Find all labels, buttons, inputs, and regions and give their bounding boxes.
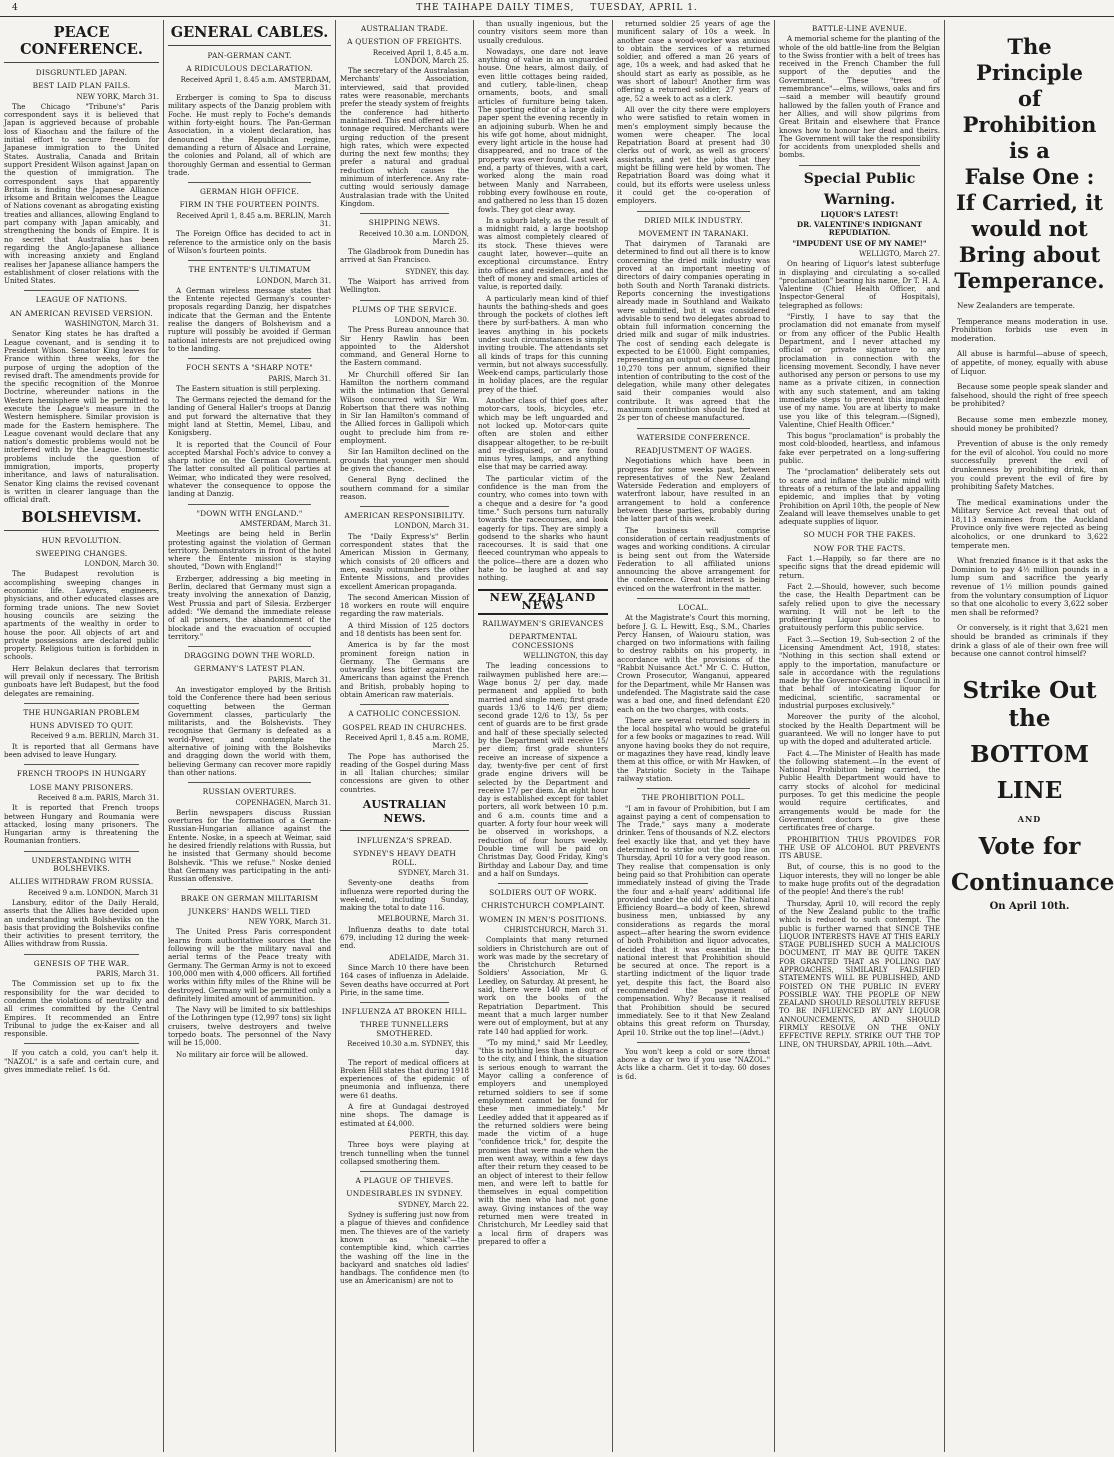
dateline: PARIS, March 31. <box>96 970 159 979</box>
article-subhead: BATTLE-LINE AVENUE. <box>811 24 908 33</box>
article-paragraph: A memorial scheme for the planting of the whole of the old battle-line from the Belgian to the Swiss frontier with a belt of trees has received in the French Chamber the full support of the deputies and the Government. These "trees of remembrance"—elms, willows, oaks and firs—said a member will beautify ground hallowed by the fallen youth of France and her Allies, and will show pilgrims from Great Britain and elsewhere that France knows how to honour her dead and theirs. The Government will take the responsibility for accidents from unexploded shells and bombs. <box>779 34 940 160</box>
article-subhead: READJUSTMENT OF WAGES. <box>634 445 753 455</box>
dateline: SYDNEY, March 22. <box>398 1200 469 1209</box>
divider <box>498 883 588 884</box>
divider <box>24 851 139 852</box>
dateline: SYDNEY, March 31. <box>398 868 469 877</box>
advert-body <box>951 302 1108 659</box>
article-subhead: PAN-GERMAN CANT. <box>207 51 292 60</box>
dateline: NEW YORK, March 31. <box>76 92 159 101</box>
divider <box>24 703 139 704</box>
article-paragraph: Thursday, April 10, will record the reply of the New Zealand public to the traffic which is reduced to such contempt. The public is further warned that SINCE THE LIQUOR INTERESTS HAVE AT THIS EARLY STAGE PUBLISHED SUCH A MALICIOUS DOCUMENT, IT MAY BE QUITE TAKEN FOR GRANTED THAT AS POLLING DAY APPROACHES, SIMILARLY FALSIFIED STATEMENTS WILL BE PUBLISHED, AND FOISTED ON THE PUBLIC IN EVERY POSSIBLE WAY. THE PEOPLE OF NEW ZEALAND SHOULD RESOLUTELY REFUSE TO BE INFLUENCED BY ANY LIQUOR ANNOUNCEMENTS, AND SHOULD FIRMLY RESOLVE ON THE ONLY EFFECTIVE REPLY. STRIKE OUT THE TOP LINE, ON THURSDAY, APRIL 10th.—Advt. <box>779 898 940 1049</box>
article-paragraph: Three boys were playing at trench tunnelling when the tunnel collapsed smothering them. <box>340 1140 469 1166</box>
article-paragraph: The Budapest revolution is accomplishing sweeping changes in economic life. Lawyers, engineers, physicians, and other educated classes are forming trade unions. The new Soviet housing councils are seizing the apartments of the wealthy in order to house the poor. All objects of art and private possessions are declared public property. Religious tuition is forbidden in schools. <box>4 569 159 662</box>
advert-paragraph: Temperance means moderation in use. Prohibition forbids use even in moderation. <box>951 316 1108 343</box>
article-paragraph: The secretary of the Australasian Merchants' Association, interviewed, said that provided rates were reasonable, merchants prefer the steady system of freights the conference had hitherto maintained. This end offered all the tonnage required. Merchants were urging reduction of the present high rates, which were expected during the next few months; they prefer a natural and gradual reduction which causes the minimum of interference. Any rate-cutting would seriously damage Australasian trade with the United Kingdom. <box>340 66 469 208</box>
advert-paragraph: Because some people speak slander and falsehood, should the right of free speech be prohibited? <box>951 382 1108 409</box>
column-1 <box>0 20 163 1452</box>
article-paragraph: The Pope has authorised the reading of the Gospel during Mass in all Italian churches; similar concessions are given to other countries. <box>340 751 469 794</box>
article-subhead: THE PROHIBITION POLL. <box>641 793 746 803</box>
divider <box>360 300 449 301</box>
australian-news-heading: AUSTRALIAN NEWS. <box>340 798 469 831</box>
article-paragraph: It is reported that all Germans have been advised to leave Hungary. <box>4 741 159 760</box>
divider <box>188 889 311 890</box>
article-paragraph: At the Magistrate's Court this morning, before J. G. L. Hewitt, Esq., S.M., Charles Percy Hansen, of Waiouru station, was charged on two informations with failing to destroy rabbits on his property, in accordance with the provisions of the "Rabbit Nuisance Act." Mr C. C. Hutton, Crown Prosecutor, Wanganui, appeared for the Department, while Mr Hansen was undefended. The Magistrate said the case was a bad one, and fined defendant £20 each on the two charges, with costs. <box>617 613 770 714</box>
advert-headline: Temperance. <box>954 268 1105 293</box>
divider <box>24 290 139 291</box>
article-subhead: GENESIS OF THE WAR. <box>33 958 130 968</box>
advert-headline: If Carried, it <box>956 190 1103 215</box>
article-subhead: LOCAL. <box>678 603 709 612</box>
article-paragraph: Influenza deaths to date total 679, including 12 during the week-end. <box>340 924 469 951</box>
article-paragraph: Fact 4.—The Minister of Health has made the following statement.—In the event of National Prohibition being carried, the Public Health Department would have to carry stocks of alcohol for medicinal purposes. To get this medicine the people would require certificates, and arrangements would be made for the Government doctors to give these certificates free of charge. <box>779 748 940 833</box>
article-subhead: FRENCH TROOPS IN HUNGARY <box>16 769 147 779</box>
dateline: Received April 1, 8.45 a.m. AMSTERDAM, March 31. <box>180 75 331 92</box>
article-paragraph: returned soldier 25 years of age the munificent salary of 10s a week. In another case a wood-worker was anxious to obtain the services of a returned soldier, and offered a man 26 years of age, 10s a week, and had asked that he should start as early as possible, as he was short of labour! Another firm was offering a returned soldier, 27 years of age, 52 a week to act as a clerk. <box>617 20 770 103</box>
article-subhead: AMERICAN RESPONSIBILITY. <box>344 511 465 521</box>
article-subhead: ALLIES WITHDRAW FROM RUSSIA. <box>9 877 154 887</box>
article-paragraph: "To my mind," said Mr Leedley, "this is nothing less than a disgrace to the city, and I think, the situation is serious enough to warrant the Mayor calling a conference of employers and unemployed returned soldiers to see if some employment cannot be found for these men immediately." Mr Leedley added that it appeared as if the returned soldiers were being made the victim of a huge "confidence trick," for, despite the promises that were made when the men went away, within a few days after their return they ceased to be an object of interest to their fellow men, and were left to battle for themselves in equal competition with the men who had not gone away. Giving instances of the way returned men were treated in Christchurch, Mr Leedley said that a local firm of drapers was prepared to offer a <box>478 1037 608 1246</box>
article-paragraph: The Chicago "Tribune's" Paris correspondent says it is believed that Japan is aggrieved because of probable loss of Kiaochau and the failure of the initial effort to secure freedom for Japanese immigration to the United States. Australia, Canada and Britain support President Wilson against Japan on the question of immigration. The correspondent says that apparently Britain is finding the Japanese Alliance irksome and Britain welcomes the League of Nations covenant as abrogating existing treaties and alliances, allowing England to part company with Japan amicably, and strengthening the bonds of Empire. It is no secret that Australia has been regarding the Anglo-Japanese alliance with increasing anxiety and England realises her Japanese alliance hampers the establishment of closer relations with the United States. <box>4 101 159 286</box>
article-subhead: UNDESIRABLES IN SYDNEY. <box>346 1189 463 1199</box>
advert-slogan: LINE <box>996 776 1063 804</box>
article-paragraph: The "Daily Express's" Berlin correspondent states that the American Mission in Germany, which consists of 20 officers and men, easily outnumbers the other Entente Missions, and provides excellent American propaganda. <box>340 531 469 591</box>
dateline: LONDON, March 31. <box>394 522 469 531</box>
article-subhead: WOMEN IN MEN'S POSITIONS. <box>479 914 607 924</box>
article-paragraph: Nowadays, one dare not leave anything of value in an unguarded house. One hears, almost daily, of even little cottages being raided, and cutlery, table-linen, cheap ornaments, boots, and small articles of furniture being taken. The sporting editor of a large daily paper spent the evening recently in an adjoining suburb. When he and his wife got home, about midnight, every light article in the house had disappeared, and no trace of the property was ever found. Last week end, a party of thieves, with a cart, worked along the main road between Manly and Narrabeen, robbing every fowlhouse en route, and gathered no less than 15 dozen fowls. They got clear away. <box>478 46 608 214</box>
divider <box>360 704 449 705</box>
article-paragraph: It is reported that the Council of Four accepted Marshal Foch's advice to convey a sharp notice on the German Government. The latter consulted all political parties at Weimar, who indicated they were resolved, whatever the consequence to oppose the landing at Danzig. <box>168 439 331 499</box>
dateline: Received 10.30 a.m. SYDNEY, this day. <box>347 1039 469 1057</box>
article-subhead: SWEEPING CHANGES. <box>35 548 128 558</box>
article-subhead: SHIPPING NEWS. <box>368 218 441 228</box>
article-paragraph: Negotiations which have been in progress for some weeks past, between representatives of the New Zealand Waterside Federation and employers of waterfront labour, have resulted in an arrangement to hold a conference between these parties, probably during the latter part of this week. <box>617 456 770 524</box>
article-paragraph: The business will comprise consideration of certain readjustments of wages and working conditions. A circular is being sent out from the Waterside Federation to all affiliated unions announcing the above arrangement for the conference. Great interest is being evinced on the waterfront in the matter. <box>617 525 770 593</box>
divider <box>188 782 311 783</box>
dateline: CHRISTCHURCH, March 31. <box>504 925 608 934</box>
nazol-advert: If you catch a cold, you can't help it. "NAZOL" is a safe and certain cure, and gives immediate relief. 1s 6d. <box>4 1048 159 1074</box>
article-subhead: RAILWAYMEN'S GRIEVANCES <box>482 619 604 629</box>
issue-date: TUESDAY, APRIL 1. <box>590 3 698 13</box>
divider <box>637 211 750 212</box>
article-paragraph: Moreover the purity of the alcohol, stocked by the Health Department will be guaranteed. We will no longer have to put up with the doped and adulterated article. <box>779 712 940 747</box>
dateline: PERTH, this day. <box>409 1130 469 1139</box>
article-paragraph: than usually ingenious, but the country visitors seem more than usually credulous. <box>478 20 608 45</box>
article-subhead: BEST LAID PLAN FAILS. <box>32 81 131 91</box>
article-subhead: FOCH SENTS A "SHARP NOTE" <box>186 363 313 373</box>
dateline: Received April 1, 8.45 a.m. ROME, March 25. <box>345 733 469 751</box>
dateline: WASHINGTON, March 31. <box>64 320 159 329</box>
advert-slogan: Strike Out the <box>962 676 1097 732</box>
article-subhead: HUN REVOLUTION. <box>41 535 122 545</box>
article-subhead: A CATHOLIC CONCESSION. <box>348 709 461 719</box>
article-paragraph: The Germans rejected the demand for the landing of General Haller's troops at Danzig and put forward the alternative that they might land at Stettin, Memel, Libau, and Konigsberg. <box>168 395 331 438</box>
article-subhead: DRIED MILK INDUSTRY. <box>644 215 743 225</box>
article-paragraph: Fact 3.—Section 19, Sub-section 2 of the Licensing Amendment Act, 1918, states: "Nothing in this section shall extend or apply to the importation, manufacture or sale in accordance with the regulations made by the Governor-General in Council in that behalf of intoxicating liquor for medicinal, scientific, sacramental or industrial purposes exclusively." <box>779 634 940 711</box>
article-subhead: THE HUNGARIAN PROBLEM <box>23 707 140 717</box>
advert-headline: Prohibition <box>962 112 1097 137</box>
warning-ad-title: Special Public <box>803 170 916 187</box>
article-paragraph: The particular victim of the confidence is the man from the country, who comes into town with a cheque and a desire for "a good time." Such persons turn naturally towards the racecourses, and look eagerly for tips. They are simply a godsend to the sharks who haunt racecourses. It is said that one fleeced countryman who appeals to the police—there are a dozen who hate to be laughed at and say nothing. <box>478 473 608 583</box>
divider <box>637 598 750 599</box>
peace-conference-heading: PEACE CONFERENCE. <box>4 24 159 63</box>
article-subhead: THREE TUNNELLERS SMOTHERED. <box>360 1020 449 1038</box>
advert-headline: of <box>1017 86 1042 111</box>
divider <box>188 358 311 359</box>
divider <box>799 165 920 166</box>
dateline: LONDON, March 30. <box>84 560 159 569</box>
new-zealand-news-banner: NEW ZEALAND NEWS <box>478 589 608 616</box>
article-paragraph: The Waiport has arrived from Wellington. <box>340 277 469 295</box>
article-paragraph: Erzberger is coming to Spa to discuss military aspects of the Danzig problem with Foche. He must reply to Foche's demands within forty-eight hours. The Pan-German Association, in a violent declaration, has denounced the Republican regime, demanding a return of Alsace and Lorraine, the colonies and Poland, all of which are thoroughly German and essential to German trade. <box>168 93 331 177</box>
article-paragraph: The Gladbrook from Dunedin has arrived at San Francisco. <box>340 247 469 265</box>
divider <box>24 1043 139 1044</box>
article-paragraph: Sydney is suffering just now from a plague of thieves and confidence men. The thieves are of the variety known as "sneak"—the contemptible kind, which carries the washing off the line in the backyard and snatches old ladies' handbags. The confidence men (to use an Americanism) are not to <box>340 1210 469 1286</box>
article-subhead: DISGRUNTLED JAPAN. <box>35 68 128 77</box>
warning-ad-title: Warning. <box>823 191 896 208</box>
article-paragraph: An investigator employed by the British told the Conference there had been serious coquetting between the German Government classes, particularly the militarists, and the Bolshevists. They recognise that Germany is defeated as a world-Power, and contemplate the alternative of joining with the Bolsheviks and dragging down the world with them, believing Germany can recover more rapidly than other nations. <box>168 685 331 777</box>
article-paragraph: Another class of thief goes after motor-cars, tools, bicycles, etc., which may be left unguarded and not locked up. Motor-cars quite often are stolen and either disappear altogether, to be re-built and re-disguised, or are found minus tyres, lamps, and anything else that may be carried away. <box>478 396 608 472</box>
dateline: Received April 1, 8.45 a.m. LONDON, March 25. <box>372 48 469 65</box>
dateline: Received April 1, 8.45 a.m. BERLIN, March 31. <box>176 211 331 229</box>
advert-paragraph: All abuse is harmful—abuse of speech, of appetite, of money, equally with abuse of Liquor. <box>951 349 1108 376</box>
page-number: 4 <box>12 3 19 13</box>
article-paragraph: The report of medical officers at Broken Hill states that during 1918 experiences of the epidemic of pneumonia and influenza, there were 61 deaths. <box>340 1057 469 1100</box>
article-paragraph: Seventy-one deaths from influenza were reported during the week-end, including Sunday, making the total to date 116. <box>340 878 469 913</box>
article-subhead: SO MUCH FOR THE FAKES. <box>803 530 916 540</box>
article-paragraph: "Firstly, I have to say that the proclamation did not emanate from myself or from any officer of the Public Health Department, and I never attached my official or private signature to any proclamation in connection with the licensing movement. Secondly, I have never authorised any person or persons to use my name as a private citizen, in connection with any such statement, and am taking immediate steps to prevent this impudent use of my name. You are at liberty to make use you like of this telegram.—(Signed), Valentine, Chief Health Officer." <box>779 312 940 429</box>
article-paragraph: That dairymen of Taranaki are determined to find out all there is to know concerning the dried milk industry was proved at an important meeting of directors of dairy companies operating in both South and North Taranaki districts. Reports concerning the investigations already made in Southland and Waikato were submitted, but it was considered advisable to send two delegates abroad to obtain full information concerning the dried milk and sugar of milk industries. The cost of sending each delegate is expected to be £1000. Eight companies, representing an output of cheese totalling 10,270 tons per annum, signified their intention of contributing to the cost of the delegation, while many other delegates said their companies would also contribute. It was agreed that the maximum contribution should be fixed at 2s per ton of cheese manufactured. <box>617 239 770 423</box>
warning-ad-subhead: LIQUOR'S LATEST! <box>820 209 899 219</box>
article-subhead: DEPARTMENTAL CONCESSIONS <box>509 632 577 650</box>
article-subhead: INFLUENZA'S SPREAD. <box>356 836 453 846</box>
advert-date: On April 10th. <box>989 901 1070 913</box>
article-paragraph: But, of course, this is no good to the Liquor interests, they will no longer be able to make huge profits out of the degradation of the people! And there's the rub! <box>779 862 940 897</box>
article-subhead: NOW FOR THE FACTS. <box>813 543 906 553</box>
article-paragraph: All over the city there were employers who were satisfied to retain women in men's employment simply because the women were cheaper. The local Repatriation Board at present had 30 clerks out of work, as well as grocers' assistants, and yet the jobs that they might be filling were held by women. The Repatriation Board was doing what it could, but its efforts were useless unless it could get the co-operation of employers. <box>617 104 770 206</box>
article-paragraph: Lansbury, editor of the Daily Herald, asserts that the Allies have decided upon an understanding with Bolsheviks on the basis that providing the Bolsheviks confine their activities to present territory, the Allies withdraw from Russia. <box>4 897 159 949</box>
article-subhead: AUSTRALIAN TRADE. <box>360 24 449 33</box>
advert-headline: The Principle <box>976 34 1083 85</box>
article-subhead: THE ENTENTE'S ULTIMATUM <box>188 265 311 275</box>
article-subhead: JUNKERS' HANDS WELL TIED <box>188 906 311 916</box>
article-subhead: INFLUENZA AT BROKEN HILL. <box>341 1007 468 1017</box>
article-paragraph: A third Mission of 125 doctors and 18 dentists has been sent for. <box>340 620 469 638</box>
dateline: Received 8 a.m. PARIS, March 31. <box>37 793 159 802</box>
article-paragraph: Berlin newspapers discuss Russian overtures for the formation of a German-Russian-Hungarian alliance against the Entente. Noske, in a speech at Weimar, said he desired friendly relations with Russia, but he insisted that Germany should become Bolshevik. "This we refuse." Noske denied that Germany was participating in the anti-Russian offensive. <box>168 807 331 884</box>
advert-headline: is a <box>1009 138 1050 163</box>
article-paragraph: The Press Bureau announce that Sir Henry Rawlin has been appointed to the Aldershot command, and General Horne to the Eastern command. <box>340 325 469 368</box>
article-paragraph: The "proclamation" deliberately sets out to scare and inflame the public mind with threats of a return of the late and appalling epidemic, and implies that by voting Prohibition on April 10th, the people of New Zealand will leave themselves unable to get adequate supplies of liquor. <box>779 467 940 527</box>
warning-ad-subhead: "IMPUDENT USE OF MY NAME!" <box>792 238 927 248</box>
divider <box>24 764 139 765</box>
article-paragraph: Meetings are being held in Berlin protesting against the violation of German territory. Demonstrators in front of the hotel where the Entente mission is staying shouted, "Down with England!" <box>168 529 331 572</box>
advert-headline: Bring about <box>958 242 1101 267</box>
article-paragraph: The Commission set up to fix the responsibility for the war decided to condemn the violations of neutrality and all crimes committed by the Central Empires. It recommended an Entre Tribunal to judge the ex-Kaiser and all responsible. <box>4 979 159 1039</box>
article-paragraph: The United Press Paris correspondent learns from authoritative sources that the following will be the military naval and aerial terms of the Peace treaty with Germany. The German Army is not to exceed 100,000 men with 4,000 officers. All fortified works within fifty miles of the Rhine will be destroyed. Germany will be permitted only a definitely limited amount of ammunition. <box>168 927 331 1003</box>
paper-title: THE TAIHAPE DAILY TIMES, <box>416 3 575 13</box>
nazol-advert: You won't keep a cold or sore throat above a day or two if you use "NAZOL." Acts like a charm. Get it to-day. 60 doses is 6d. <box>617 1046 770 1081</box>
article-paragraph: This bogus "proclamation" is probably the most cold-blooded, heartless, and infamous fake ever perpetrated on a long-suffering public. <box>779 431 940 466</box>
advert-paragraph: Because some men embezzle money, should money be prohibited? <box>951 414 1108 433</box>
article-paragraph: The Eastern situation is still perplexing. <box>176 383 321 393</box>
divider <box>188 646 311 647</box>
column-5 <box>612 20 774 1452</box>
article-paragraph: No military air force will be allowed. <box>176 1049 309 1059</box>
general-cables-heading: GENERAL CABLES. <box>168 24 331 46</box>
article-paragraph: The Navy will be limited to six battleships of the Lothringen type (12,997 tons) six light cruisers, twelve destroyers and twelve torpedo boats. The personnel of the Navy will be 15,000. <box>168 1005 331 1048</box>
dateline: WELLINGTON, this day <box>523 652 608 661</box>
article-paragraph: Mr Churchill offered Sir Ian Hamilton the northern command with the intimation that General Wilson concurred with Sir Wm. Robertson that there was nothing in Sir Ian Hamilton's command of the Allied forces in Gallipoli which ought to preclude him from re-employment. <box>340 369 469 446</box>
divider <box>188 260 311 261</box>
article-paragraph: A particularly mean kind of thief haunts the bathing-sheds and goes through the pockets of clothes left there by surf-bathers. A man who leaves anything in his pockets under such circumstances is simply inviting trouble. The attendants set all kinds of traps for this cunning vermin, but not always successfully. Week-end camps, particularly those in holiday places, are the regular prey of the thief. <box>478 293 608 394</box>
divider <box>360 1171 449 1172</box>
advert-slogan: Vote for <box>978 833 1081 861</box>
article-subhead: A RIDICULOUS DECLARATION. <box>186 64 313 74</box>
article-subhead: GERMAN HIGH OFFICE. <box>199 187 300 197</box>
article-subhead: HUNS ADVISED TO QUIT. <box>29 721 134 731</box>
divider <box>637 428 750 429</box>
divider <box>188 504 311 505</box>
article-paragraph: Herr Belakun declares that terrorism will prevail only if necessary. The British gunboats have left Budapest, but the food delegates are remaining. <box>4 663 159 698</box>
dateline: ADELAIDE, March 31. <box>389 953 469 962</box>
column-6 <box>774 20 944 1452</box>
article-subhead: DRAGGING DOWN THE WORLD. <box>184 651 315 661</box>
dateline: WELLIGTO, March 27. <box>859 249 940 258</box>
divider <box>24 954 139 955</box>
advert-paragraph: Or conversely, is it right that 3,621 men should be branded as criminals if they drink a glass of ale of their own free will because one cannot control himself? <box>951 623 1108 659</box>
warning-ad-subhead: DR. VALENTINE'S INDIGNANT REPUDIATION. <box>796 220 923 238</box>
divider <box>360 1002 449 1003</box>
article-subhead: LEAGUE OF NATIONS. <box>35 295 128 305</box>
article-paragraph: Sir Ian Hamilton declined on the grounds that younger men should be given the chance. <box>340 447 469 473</box>
advert-slogan: BOTTOM <box>970 740 1089 768</box>
divider <box>637 1042 750 1043</box>
article-subhead: LOSE MANY PRISONERS. <box>29 782 134 792</box>
masthead <box>0 0 1114 17</box>
article-subhead: UNDERSTANDING WITH BOLSHEVIKS. <box>31 855 132 874</box>
article-subhead: MOVEMENT IN TARANAKI. <box>638 228 749 238</box>
divider <box>360 506 449 507</box>
article-paragraph: The leading concessions to railwaymen published here are:—Wage bonus 2/ per day, made permanent and applied to both married and single men; first grade guards 13/6 to 14/6 per diem; second grade 12/6 to 13/, 5s per cent of guards are to be first grade and half of these specially selected by the Department will receive 15/ per diem; first grade shunters receive an increase of sixpence a day, twenty-five per cent of first grade engine drivers will be selected by the Department and receive 17/ per diem. An eight hour day is established except for tablet porters, all work between 10 p.m. and 6 a.m. counts time and a quarter. A forty four hour week will be observed in workshops, a reduction of four hours weekly. Double time will be paid on Christmas Day, Good Friday, King's Birthday and Labour Day, and time and a half on Sundays. <box>478 661 608 878</box>
article-paragraph: Complaints that many returned soldiers in Christchurch are out of work was made by the secretary of the Christchurch Returned Soldiers' Association, Mr G. Leedley, on Saturday. At present, he said, there were 140 men out of work on the books of the Repatriation Department. This meant that a much larger number were out of employment, but at any rate 140 had applied for work. <box>478 935 608 1036</box>
article-subhead: GOSPEL READ IN CHURCHES. <box>342 722 467 732</box>
divider <box>188 182 311 183</box>
dateline: LONDON, March 30. <box>394 315 469 324</box>
article-paragraph: PROHIBITION THUS PROVIDES FOR THE USE OF ALCOHOL BUT PREVENTS ITS ABUSE. <box>779 834 940 861</box>
advert-headline: would not <box>971 216 1088 241</box>
article-subhead: FIRM IN THE FOURTEEN POINTS. <box>179 200 320 210</box>
article-subhead: "DOWN WITH ENGLAND." <box>196 508 303 518</box>
divider <box>637 788 750 789</box>
article-paragraph: Fact 2.—Should, however, such become the case, the Health Department can be safely relied upon to give the necessary warning. It will not be left to the profiteering Liquor monopolies to gratuitously perform this public service. <box>779 581 940 633</box>
dateline: NEW YORK, March 31. <box>248 918 331 927</box>
article-paragraph: Erzberger, addressing a big meeting in Berlin, declared that Germany must sign a treaty involving the annexation of Danzig, West Prussia and part of Silesia. Erzberger added: "We demand the immediate release of all prisoners, the abandonment of the blockade and the evacuation of occupied territory." <box>168 573 331 641</box>
article-subhead: AN AMERICAN REVISED VERSION. <box>10 308 153 318</box>
column-7-advert <box>944 20 1114 1452</box>
article-subhead: RUSSIAN OVERTURES. <box>202 787 297 797</box>
dateline: AMSTERDAM, March 31. <box>240 519 331 528</box>
article-paragraph: A German wireless message states that the Entente rejected Germany's counter-proposals regarding Danzig, her dispatches indicate that the German and the Entente realise the dangers of Bolshevism and a rupture will possibly be avoided if German national interests are not prejudiced owing to the landing. <box>168 285 331 353</box>
advert-slogan: Continuance <box>951 869 1114 897</box>
article-paragraph: "I am in favour of Prohibition, but I am against paying a cent of compensation to The Trade," says many a moderate drinker. Tens of thousands of N.Z. electors feel exactly like that, and yet they have determined to strike out the top line on Thursday, April 10 for a very good reason. They realise that compensation is only being paid so that Prohibition can operate immediately instead of giving the Trade the four and a-half years' additional life provided under the old Act. The National Efficiency Board—a body of keen, shrewd business men, unbiassed by any considerations as regards the moral aspect—after hearing the sworn evidence of both Prohibition and liquor advocates, decided that it was essential in the national interest that Prohibition should be secured at once. The report is a startling indictment of the liquor trade yet, despite this fact, the Board also recommended the payment of compensation. Why? Because it realised that Prohibition should be secured immediately. See to it that New Zealand obtains this great reform on Thursday, April 10. Strike out the top line!—(Advt.) <box>617 803 770 1037</box>
article-paragraph: The second American Mission of 18 workers en route will enquire regarding the raw materials. <box>340 592 469 619</box>
column-2 <box>163 20 335 1452</box>
column-3 <box>335 20 473 1452</box>
dateline: PARIS, March 31. <box>268 675 331 684</box>
article-subhead: A PLAGUE OF THIEVES. <box>355 1176 454 1186</box>
article-paragraph: Senator King states he has drafted a League covenant, and is sending it to President Wilson. Senator King leaves for France within three weeks, for the purpose of urging the adoption of the revised draft. The amendments provide for the specific recognition of the Monroe Doctrine, whereunder nations in the Western hemisphere will be permitted to execute the League's measure in the Western hemisphere. Similar provision is made for the Eastern hemisphere. The League covenant would declare that any nation's domestic problems would not be interfered with by the League. Domestic problems include the question of immigration, imports, property inheritance, and laws of naturalisation. Senator King claims the revised covenant is written in clearer language than the official draft. <box>4 329 159 505</box>
dateline: Received 9 a.m. BERLIN, March 31. <box>30 732 159 741</box>
article-paragraph: On hearing of Liquor's latest subterfuge in displaying and circulating a so-called "proclamation" bearing his name, Dr T. H. A. Valentine (Chief Health Officer, and Inspector-General of Hospitals), telegraphed as follows: <box>779 259 940 310</box>
dateline: COPENHAGEN, March 31. <box>235 798 331 807</box>
article-paragraph: Since March 10 there have been 164 cases of influenza in Adelaide. Seven deaths have occurred at Port Pirie, in the same time. <box>340 962 469 997</box>
dateline: SYDNEY, this day. <box>405 267 469 276</box>
article-subhead: CHRISTCHURCH COMPLAINT. <box>481 901 605 911</box>
advert-paragraph: The medical examinations under the Military Service Act reveal that out of 18,113 examinees from the Auckland Province only five were rejected as being alcoholics, or one drunkard to 3,622 temperate men. <box>951 497 1108 550</box>
advert-paragraph: Prevention of abuse is the only remedy for the evil of alcohol. You could no more successfully prevent the evil of drunkenness by prohibiting drink, than you could prevent the evil of fire by prohibiting Safety Matches. <box>951 439 1108 492</box>
article-paragraph: Fact 1.—Happily, so far there are no specific signs that the dread epidemic will return. <box>779 554 940 580</box>
advert-paragraph: What frenzied finance is it that asks the Dominion to pay 4½ million pounds in a lump sum and sacrifice the yearly revenue of 1½ million pounds gained from the voluntary consumption of Liquor so that one alcoholic to every 3,622 sober men shall be reformed? <box>951 556 1108 617</box>
column-4 <box>473 20 612 1452</box>
article-subhead: WATERSIDE CONFERENCE. <box>636 432 751 442</box>
dateline: MELBOURNE, March 31. <box>377 915 469 924</box>
article-subhead: PLUMS OF THE SERVICE. <box>352 304 457 314</box>
article-paragraph: It is reported that French troops between Hungary and Roumania were attacked, losing many prisoners. The Hungarian army is threatening the Roumanian frontiers. <box>4 803 159 846</box>
article-paragraph: General Byng declined the southern command for a similar reason. <box>340 475 469 501</box>
article-subhead: SYDNEY'S HEAVY DEATH ROLL. <box>352 849 457 867</box>
article-paragraph: There are several returned soldiers in the local hospital who would be grateful for a few books or magazines to read. Will anyone having books they do not require, or magazines they have read, kindly leave them at this office, or with Mr Hawken, of the Patriotic Society in the Taihape railway station. <box>617 715 770 783</box>
article-subhead: GERMANY'S LATEST PLAN. <box>193 664 306 674</box>
dateline: Received 9 a.m. LONDON, March 31 <box>28 888 159 897</box>
article-paragraph: A fire at Gundagai destroyed nine shops. The damage is estimated at £4,000. <box>340 1102 469 1128</box>
article-paragraph: The Foreign Office has decided to act in reference to the armistice only on the basis of Wilson's fourteen points. <box>168 229 331 255</box>
dateline: Received 10.30 a.m. LONDON, March 25. <box>358 229 469 246</box>
advert-paragraph: New Zealanders are temperate. <box>957 301 1075 310</box>
article-subhead: SOLDIERS OUT OF WORK. <box>489 888 597 898</box>
article-paragraph: America is by far the most prominent foreign nation in Germany. The Germans are outwardly less bitter against the Americans than against the French and British, probably hoping to obtain American raw materials. <box>340 640 469 700</box>
dateline: LONDON, March 31. <box>256 276 331 285</box>
article-paragraph: In a suburb lately, as the result of a midnight raid, a large bootshop was almost completely cleared of its stock. These thieves were caught later, however—quite an exceptional circumstance. Entry into offices and residences, and the theft of money and small articles of value, is reported daily. <box>478 215 608 292</box>
article-subhead: A QUESTION OF FREIGHTS. <box>347 37 462 47</box>
bolshevism-heading: BOLSHEVISM. <box>4 509 159 531</box>
advert-headline: False One : <box>964 164 1095 189</box>
dateline: PARIS, March 31. <box>268 374 331 383</box>
advert-and: AND <box>1017 813 1042 824</box>
divider <box>360 213 449 214</box>
article-subhead: BRAKE ON GERMAN MILITARISM <box>180 893 319 903</box>
